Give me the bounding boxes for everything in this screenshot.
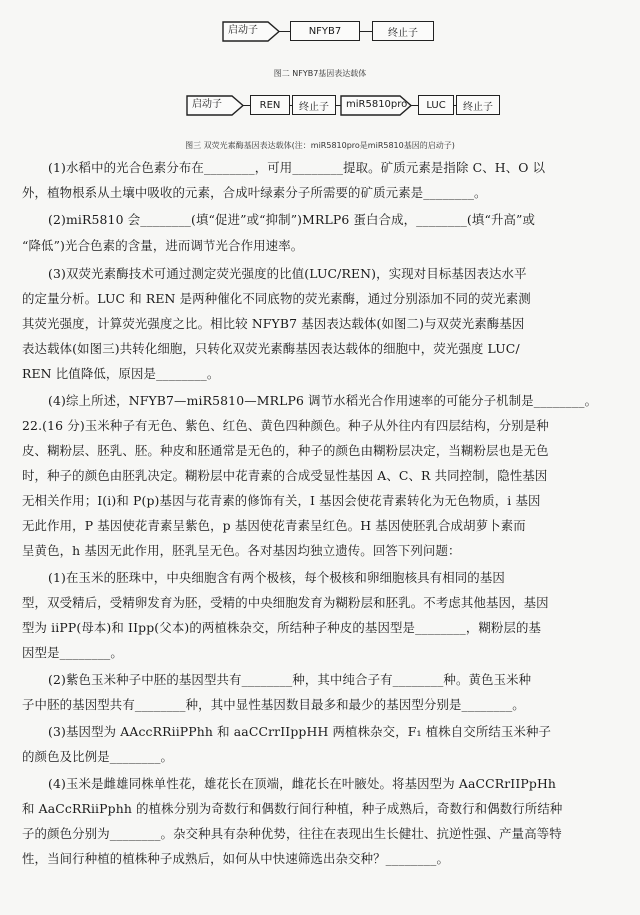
text-line: 的颜色及比例是________。 — [22, 749, 174, 764]
text-line: 外，植物根系从土壤中吸收的元素，合成叶绿素分子所需要的矿质元素是________。 — [22, 185, 487, 200]
promoter-label: 启动子 — [192, 99, 222, 110]
text-line: 子中胚的基因型共有________种，其中显性基因数目最多和最少的基因型分别是________。 — [22, 697, 525, 712]
promoter-label: 启动子 — [228, 25, 258, 36]
text-line: 和 AaCcRRiiPphh 的植株分别为奇数行和偶数行间行种植，种子成熟后，奇数行和偶数行所结种 — [22, 801, 563, 816]
text-line: “降低”)光合色素的含量，进而调节光合作用速率。 — [22, 238, 304, 253]
text-line: 无相关作用；I(i)和 P(p)基因与花青素的修饰有关，I 基因会使花青素转化为无色物质，i 基因 — [22, 493, 541, 508]
connector — [359, 31, 373, 32]
terminator-box-2: 终止子 — [456, 95, 500, 115]
text-line: 无此作用，P 基因使花青素呈紫色，p 基因使花青素呈红色。H 基因使胚乳合成胡萝卜素而 — [22, 518, 526, 533]
ren-gene-box: REN — [250, 95, 290, 115]
mir5810pro-label: miR5810pro — [346, 99, 408, 110]
nfyb7-gene-box: NFYB7 — [290, 21, 360, 41]
text-line: REN 比值降低，原因是________。 — [22, 366, 220, 381]
mir5810pro-arrow-box — [340, 95, 412, 115]
text-line: 因型是________。 — [22, 645, 123, 660]
terminator-box-1: 终止子 — [292, 95, 336, 115]
text-line: 型为 iiPP(母本)和 IIpp(父本)的两植株杂交，所结种子种皮的基因型是________，糊粉层的基 — [22, 620, 542, 635]
promoter-arrow-box — [186, 95, 244, 115]
text-line: 时，种子的颜色由胚乳决定。糊粉层中花青素的合成受显性基因 A、C、R 共同控制，隐性基因 — [22, 468, 548, 483]
terminator-box: 终止子 — [372, 21, 434, 41]
text-line: 表达载体(如图三)共转化细胞，只转化双荧光素酶基因表达载体的细胞中，荧光强度 LUC/ — [22, 341, 520, 356]
question-22-heading: 22.(16 分)玉米种子有无色、紫色、红色、黄色四种颜色。种子从外往内有四层结构，分别是种 — [22, 418, 549, 433]
luc-gene-box: LUC — [418, 95, 454, 115]
figure-2-caption: 图二 NFYB7基因表达载体 — [273, 69, 367, 78]
text-line: (1)在玉米的胚珠中，中央细胞含有两个极核，每个极核和卵细胞核具有相同的基因 — [48, 570, 505, 585]
text-line: 子的颜色分别为________。杂交种具有杂种优势，往往在表现出生长健壮、抗逆性强、产量高等特 — [22, 826, 562, 841]
text-line: 型，双受精后，受精卵发育为胚，受精的中央细胞发育为糊粉层和胚乳。不考虑其他基因，基因 — [22, 595, 549, 610]
text-line: 的定量分析。LUC 和 REN 是两种催化不同底物的荧光素酶，通过分别添加不同的荧光素测 — [22, 291, 531, 306]
figure-3-caption: 图三 双荧光素酶基因表达载体(注：miR5810pro是miR5810基因的启动子) — [185, 141, 455, 150]
text-line: 呈黄色，h 基因无此作用，胚乳呈无色。各对基因均独立遗传。回答下列问题： — [22, 543, 461, 558]
text-line: 性，当间行种植的植株种子成熟后，如何从中快速筛选出杂交种？________。 — [22, 851, 449, 866]
text-line: (3)双荧光素酶技术可通过测定荧光强度的比值(LUC/REN)，实现对目标基因表达水平 — [48, 266, 527, 281]
text-line: (2)紫色玉米种子中胚的基因型共有________种，其中纯合子有________种。黄色玉米种 — [48, 672, 532, 687]
text-line: (4)玉米是雌雄同株单性花，雄花长在顶端，雌花长在叶腋处。将基因型为 AaCCRrIIPpHh — [48, 776, 557, 791]
text-line: 皮、糊粉层、胚乳、胚。种皮和胚通常是无色的，种子的颜色由糊粉层决定，当糊粉层也是无色 — [22, 443, 549, 458]
text-line: (4)综上所述，NFYB7—miR5810—MRLP6 调节水稻光合作用速率的可能分子机制是________。 — [48, 393, 598, 408]
text-line: (3)基因型为 AAccRRiiPPhh 和 aaCCrrIIppHH 两植株杂交，F₁ 植株自交所结玉米种子 — [48, 724, 552, 739]
text-line: (2)miR5810 会________(填“促进”或“抑制”)MRLP6 蛋白合成，________(填“升高”或 — [48, 212, 536, 227]
text-line: 其荧光强度，计算荧光强度之比。相比较 NFYB7 基因表达载体(如图二)与双荧光素酶基因 — [22, 316, 525, 331]
promoter-arrow-box — [222, 21, 280, 41]
text-line: (1)水稻中的光合色素分布在________，可用________提取。矿质元素是指除 C、H、O 以 — [48, 160, 546, 175]
